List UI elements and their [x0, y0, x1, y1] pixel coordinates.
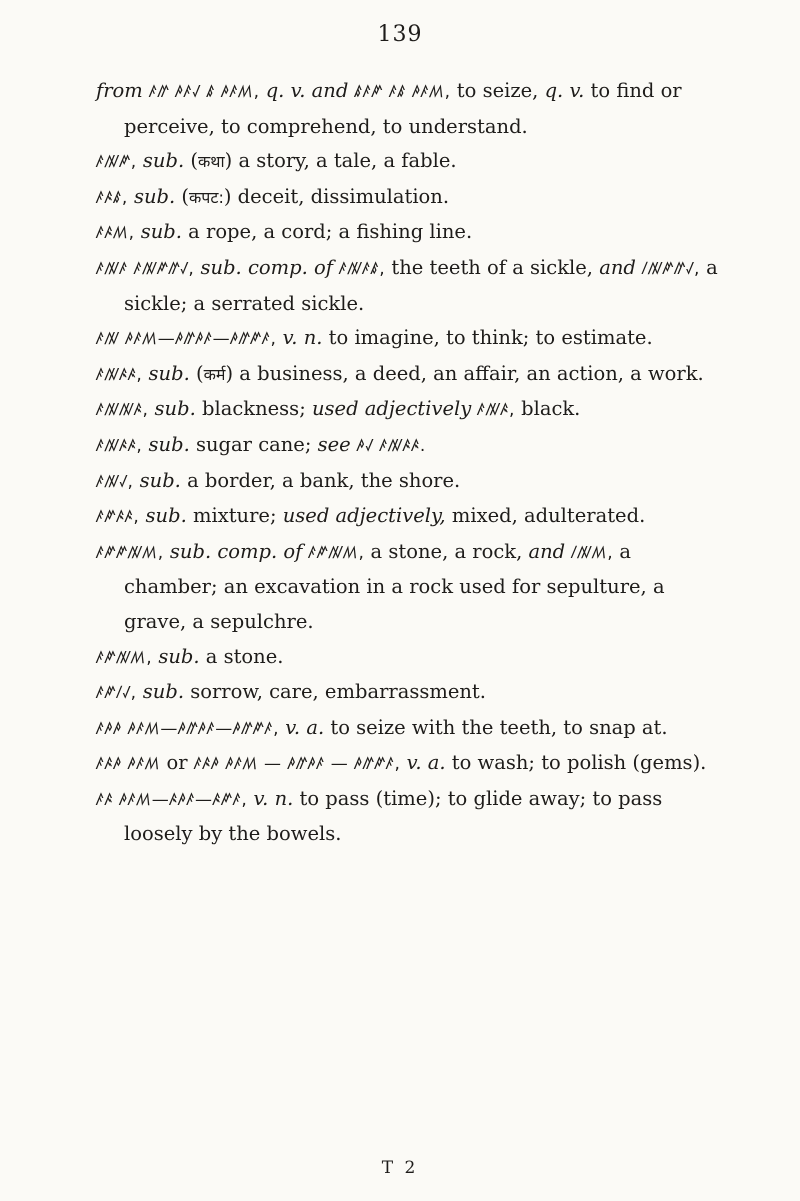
entry-text: to pass (time); to glide away; to pass loosely by the bowels. — [124, 786, 663, 846]
entry-text: mixture; — [186, 504, 283, 528]
entry-text: the teeth of a sickle, — [385, 255, 600, 279]
headword: ꤹꤰꤺ ꤰꤹ ꤳꤰꤵ, — [348, 82, 451, 102]
headword: ꤰꤴꤳ ꤳꤰꤵ — [96, 754, 161, 775]
headword: ꤰꤴꤹ, — [96, 187, 128, 208]
entry-text: sub. — [169, 539, 212, 563]
entry-text: and — [599, 255, 636, 279]
entry-text: comp. of — [247, 255, 333, 279]
entry-text: mixed, adulterated. — [445, 504, 646, 528]
entry-text: sub. — [200, 255, 242, 279]
entry-text: v. n. — [282, 326, 323, 350]
entry-text: ) a story, a tale, a fable. — [224, 149, 457, 173]
entry-text: a sickle; a serrated sickle. — [124, 255, 718, 315]
entry-text: sub. — [142, 149, 185, 173]
entry-text: a stone, a rock, — [364, 539, 529, 563]
sanskrit-gloss: कर्म — [203, 364, 226, 384]
entry-text: and — [528, 539, 566, 563]
headword: ꤰꤳꤳ ꤳꤰꤵ—ꤳꤼꤳꤰ—ꤳꤼꤺꤰ, — [96, 718, 280, 739]
headword: ꤳꤶ ꤰꤲꤴꤴ. — [350, 435, 426, 456]
entry-text: black. — [514, 397, 581, 421]
entry-text: blackness; — [195, 397, 312, 421]
dictionary-entry — [96, 74, 726, 144]
entry-text: see — [317, 432, 351, 456]
entry-text: to seize, — [450, 79, 545, 102]
headword: ꤰꤴꤳ ꤳꤰꤵ — ꤳꤼꤳꤰ — ꤳꤼꤺꤰ, — [193, 754, 401, 775]
headword: ꤰꤺꤴꤴ, — [96, 507, 140, 528]
headword: ꤰꤴ ꤳꤰꤵ—ꤴꤳꤰ—ꤴꤺꤰ, — [96, 789, 248, 810]
headword: ꤰꤲꤰꤹ, — [332, 258, 386, 279]
entry-text: v. n. — [253, 786, 294, 810]
entry-text: v. a. — [406, 751, 446, 775]
dictionary-entry — [96, 180, 726, 216]
entry-text: from — [96, 79, 149, 102]
headword: ꤰꤲꤴ, — [471, 400, 515, 421]
entry-text: sub. — [142, 680, 185, 704]
entry-text: a stone. — [199, 644, 284, 668]
dictionary-entry — [96, 357, 726, 393]
entry-text: to imagine, to think; to estimate. — [322, 326, 653, 350]
headword: ꤰꤼ ꤳꤰꤶ ꤹ ꤳꤰꤵ, — [148, 82, 260, 102]
dictionary-entry — [96, 321, 726, 357]
entry-text: a border, a bank, the shore. — [180, 468, 461, 492]
entry-text: ) a business, a deed, an affair, an action, a work. — [225, 361, 704, 385]
entry-text: sub. — [148, 361, 190, 385]
entry-text: sub. — [148, 432, 190, 456]
entry-text: ) deceit, dissimulation. — [223, 184, 450, 208]
dictionary-entry — [96, 782, 726, 852]
entry-text: ( — [189, 361, 204, 385]
entry-text: used adjectively, — [282, 504, 446, 528]
headword: ꤰꤴꤵ, — [96, 223, 135, 244]
entry-text: to find or perceive, to comprehend, to understand. — [124, 79, 682, 138]
headword: ꤰꤲꤶ, — [96, 471, 134, 492]
dictionary-entry — [96, 144, 726, 180]
entry-text: used adjectively — [311, 397, 472, 421]
dictionary-entry — [96, 535, 726, 640]
sanskrit-gloss: कथा — [197, 152, 225, 172]
headword: ꤰꤲꤺ, — [96, 152, 137, 173]
entry-text: sub. — [158, 644, 200, 668]
headword: ꤷꤲꤵ, — [565, 542, 614, 563]
headword: ꤷꤲꤺꤼꤶ, — [635, 258, 700, 279]
dictionary-entry — [96, 428, 726, 464]
dictionary-entry — [96, 711, 726, 747]
entry-text: sorrow, care, embarrassment. — [184, 680, 486, 704]
dictionary-entry — [96, 464, 726, 500]
headword: ꤰꤲꤴꤴ, — [96, 364, 143, 385]
headword: ꤰꤲꤴꤴ, — [96, 435, 143, 456]
dictionary-entry — [96, 251, 726, 321]
entry-text: to seize with the teeth, to snap at. — [324, 715, 668, 739]
dictionary-entry — [96, 746, 726, 782]
entry-text: q. v. — [544, 79, 585, 102]
headword: ꤰꤺꤲꤵ, — [302, 542, 365, 563]
entry-text: a rope, a cord; a fishing line. — [181, 220, 473, 244]
entry-text: sub. — [154, 397, 196, 421]
entry-text: comp. of — [217, 539, 303, 563]
headword: ꤰꤲꤲꤴ, — [96, 400, 149, 421]
dictionary-entry — [96, 392, 726, 428]
headword: ꤰꤺꤷꤶ, — [96, 683, 137, 704]
entry-text: to wash; to polish (gems). — [445, 751, 707, 775]
entry-text: or — [160, 751, 194, 775]
headword: ꤰꤺꤺꤲꤵ, — [96, 542, 164, 563]
dictionary-entries — [96, 74, 726, 852]
entry-text: sub. — [145, 504, 187, 528]
sanskrit-gloss: कपट: — [189, 187, 224, 207]
headword: ꤰꤺꤲꤵ, — [96, 647, 153, 668]
headword: ꤰꤲꤰ ꤰꤲꤺꤼꤶ, — [96, 258, 195, 279]
entry-text: sub. — [133, 184, 176, 208]
dictionary-entry — [96, 499, 726, 535]
entry-text: ( — [184, 149, 198, 173]
entry-text: ( — [175, 184, 189, 208]
signature-mark: T 2 — [381, 1158, 419, 1178]
dictionary-entry — [96, 215, 726, 251]
entry-text: sub. — [140, 220, 182, 244]
entry-text: v. a. — [285, 715, 325, 739]
entry-text: sugar cane; — [189, 432, 318, 456]
dictionary-entry — [96, 675, 726, 711]
entry-text: and — [311, 79, 349, 102]
entry-text: a chamber; an excavation in a rock used for sepulture, a grave, a sepulchre. — [124, 539, 665, 633]
entry-text: sub. — [139, 468, 181, 492]
page-number: 139 — [377, 22, 423, 47]
dictionary-entry — [96, 640, 726, 676]
entry-text: q. v. — [265, 79, 306, 102]
headword: ꤰꤲ ꤳꤰꤵ—ꤳꤼꤳꤰ—ꤳꤼꤺꤰ, — [96, 329, 277, 350]
